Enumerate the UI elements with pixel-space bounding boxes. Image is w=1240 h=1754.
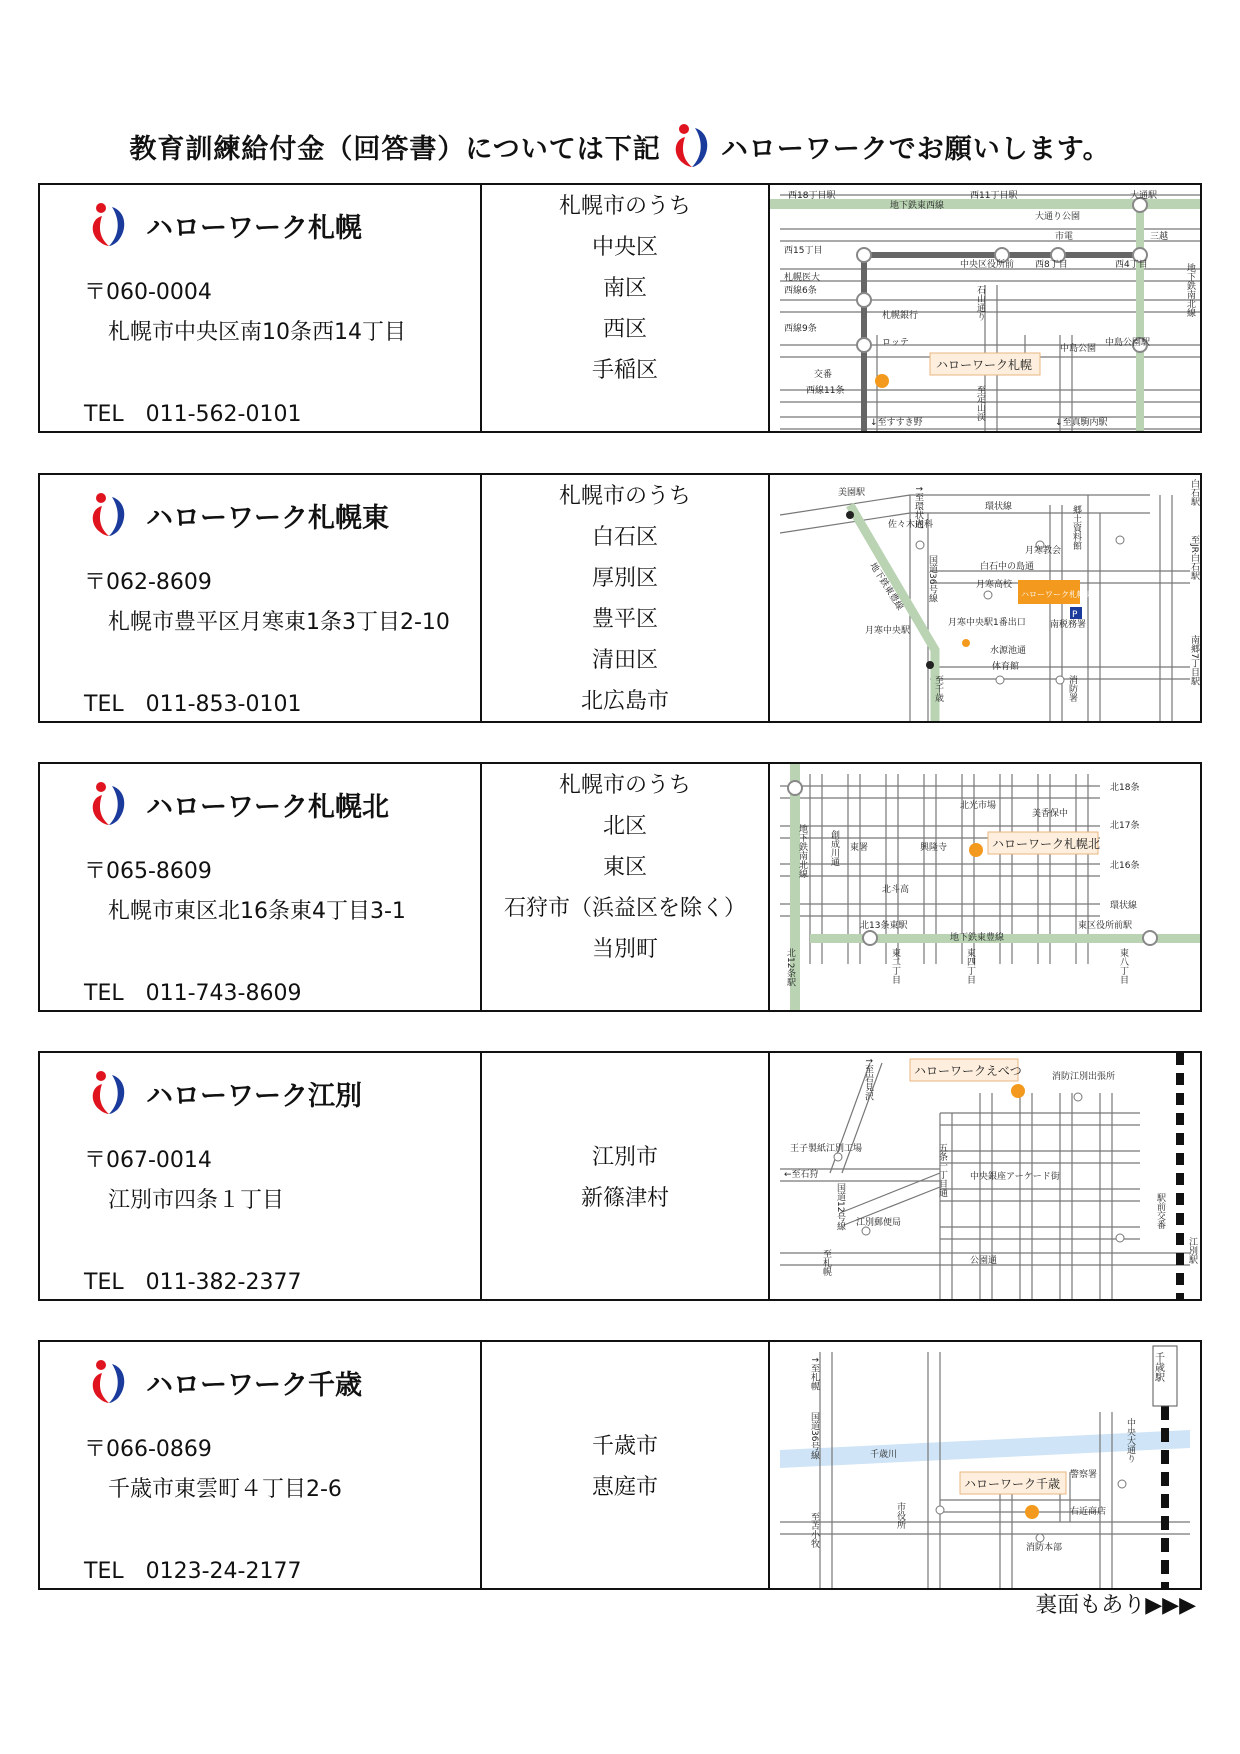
- map-label: 石山通り: [975, 285, 985, 321]
- map-label: 至苫小牧: [809, 1512, 819, 1548]
- map-label: 五条一丁目通: [937, 1143, 947, 1197]
- address: 札幌市東区北16条東4丁目3-1: [108, 899, 406, 924]
- map-label: 消防本部: [1026, 1543, 1063, 1553]
- phone-number: TEL 0123-24-2177: [84, 1559, 302, 1584]
- map-label: 王子製紙江別工場: [790, 1144, 863, 1154]
- map-label: 月寒教会: [1025, 546, 1062, 556]
- map-label: 郷土資料館: [1071, 505, 1081, 550]
- office-location-marker: [875, 374, 889, 388]
- map-label: 美香保中: [1032, 809, 1069, 819]
- map-label: 西8丁目: [1035, 260, 1068, 270]
- area-item: 札幌市のうち: [558, 773, 691, 798]
- hello-work-logo-icon: [88, 1358, 128, 1406]
- map-label: 交番: [814, 370, 833, 380]
- access-map: [770, 185, 1200, 431]
- office-location-marker: [969, 843, 983, 857]
- map-label: ↑至環状通: [913, 485, 923, 529]
- map-label: 右近商店: [1070, 1507, 1107, 1517]
- map-label: 中央銀座アーケード街: [970, 1172, 1060, 1182]
- office-info: [40, 475, 482, 721]
- map-label: 北17条: [1110, 821, 1140, 831]
- parking-icon: P: [1072, 610, 1078, 620]
- map-label: 西11丁目駅: [970, 191, 1018, 201]
- office-name: [88, 780, 389, 828]
- map-label: 地下鉄南北線: [1185, 263, 1195, 317]
- area-item: 当別町: [591, 937, 658, 962]
- map-label: 西15丁目: [784, 246, 823, 256]
- map-label: 西4丁目: [1115, 260, 1148, 270]
- map-label: 白石中の島通: [980, 562, 1035, 572]
- office-name-text: ハローワーク千歳: [146, 1369, 362, 1401]
- map-label: 消防江別出張所: [1052, 1072, 1116, 1082]
- area-item: 江別市: [591, 1145, 658, 1170]
- area-item: 中央区: [591, 235, 658, 260]
- area-item: 石狩市（浜益区を除く）: [503, 896, 746, 921]
- map-label: 地下鉄東西線: [890, 201, 945, 211]
- area-item: 北広島市: [580, 689, 669, 714]
- map-label: 国道36号線: [809, 1412, 819, 1460]
- map-label: 市電: [1055, 232, 1074, 242]
- postal-code: 〒067-0014: [84, 1148, 212, 1173]
- map-label: 西線11条: [806, 386, 845, 396]
- office-name: [88, 1358, 362, 1406]
- area-item: 札幌市のうち: [558, 484, 691, 509]
- map-label: 北18条: [1110, 783, 1140, 793]
- office-info: [40, 764, 482, 1010]
- map-label: 国道36号線: [927, 555, 937, 603]
- area-item: 東区: [602, 855, 647, 880]
- office-name-text: ハローワーク札幌北: [146, 791, 389, 823]
- map-label: 興隆寺: [920, 843, 948, 853]
- map-label-office: ハローワーク千歳: [964, 1477, 1061, 1491]
- map-label: 月寒中央駅1番出口: [948, 618, 1026, 628]
- map-label: 佐々木内科: [888, 520, 934, 530]
- map-label: 江別駅: [1187, 1237, 1197, 1264]
- office-location-marker: [1025, 1505, 1039, 1519]
- map-label: 北光市場: [960, 801, 997, 811]
- map-label: 大通駅: [1130, 191, 1158, 201]
- service-areas: [482, 185, 770, 431]
- map-label-office: ハローワーク札幌北: [992, 837, 1101, 851]
- map-label-office: ハローワークえべつ: [914, 1064, 1022, 1078]
- map-label: 月寒高校: [976, 580, 1013, 590]
- area-item: 手稲区: [591, 358, 658, 383]
- map-label: ↓至すすき野: [870, 418, 923, 428]
- area-item: 清田区: [591, 648, 658, 673]
- office-name-text: ハローワーク江別: [146, 1080, 362, 1112]
- map-label: 西18丁目駅: [788, 191, 836, 201]
- area-item: 札幌市のうち: [558, 194, 691, 219]
- office-name: [88, 201, 362, 249]
- map-label: ↑至岩見沢: [863, 1057, 873, 1101]
- area-item: 南区: [602, 276, 647, 301]
- hello-work-logo-icon: [88, 780, 128, 828]
- office-ebetsu: [38, 1051, 1202, 1301]
- phone-number: TEL 011-743-8609: [84, 981, 302, 1006]
- map-label: 地下鉄東豊線: [950, 933, 1005, 943]
- postal-code: 〒060-0004: [84, 280, 212, 305]
- map-label: 市役所: [895, 1502, 905, 1529]
- header-title-after: ハローワークでお願いします。: [720, 133, 1111, 165]
- access-map: [770, 1053, 1200, 1299]
- map-label: 東四丁目: [965, 948, 975, 984]
- map-label: 地下鉄南北線: [797, 824, 807, 878]
- office-sapporo-east: [38, 473, 1202, 723]
- map-label: 東区役所前駅: [1078, 921, 1133, 931]
- map-label: 北12条駅: [785, 948, 795, 987]
- map-label: 東署: [850, 843, 869, 853]
- map-label: 美園駅: [838, 488, 866, 498]
- office-sapporo: [38, 183, 1202, 433]
- office-name: [88, 491, 389, 539]
- map-label: 至定山渓: [975, 385, 985, 421]
- map-label: 環状線: [985, 502, 1013, 512]
- office-name-text: ハローワーク札幌東: [146, 502, 389, 534]
- map-label: 中島公園駅: [1105, 338, 1151, 348]
- service-areas: [482, 764, 770, 1010]
- map-label: 大通り公園: [1035, 212, 1081, 222]
- postal-code: 〒066-0869: [84, 1437, 212, 1462]
- address: 札幌市豊平区月寒東1条3丁目2-10: [108, 610, 450, 635]
- office-chitose: [38, 1340, 1202, 1590]
- map-label: 千歳駅: [1152, 1352, 1164, 1382]
- map-label: 江別郵便局: [856, 1218, 902, 1228]
- map-label: 中央大通り: [1125, 1418, 1135, 1463]
- map-label: 創成川通: [829, 830, 839, 866]
- access-map: [770, 764, 1200, 1010]
- map-label: 西線9条: [784, 324, 817, 334]
- hello-work-logo-icon: [671, 122, 711, 170]
- map-label: ロッテ: [882, 338, 909, 348]
- area-item: 豊平区: [591, 607, 658, 632]
- phone-number: TEL 011-382-2377: [84, 1270, 302, 1295]
- map-label: ↓至真駒内駅: [1055, 418, 1108, 428]
- header-title-before: 教育訓練給付金（回答書）については下記: [129, 133, 661, 165]
- map-label: ←至石狩: [784, 1170, 819, 1180]
- area-item: 千歳市: [591, 1434, 658, 1459]
- map-label: 水源池通: [990, 646, 1027, 656]
- map-label: 中島公園: [1060, 344, 1097, 354]
- map-label: 三越: [1150, 232, 1169, 242]
- address: 札幌市中央区南10条西14丁目: [108, 320, 406, 345]
- map-label: 白石駅: [1189, 479, 1199, 506]
- map-label-office: ハローワーク札幌: [936, 358, 1033, 372]
- service-areas: [482, 475, 770, 721]
- access-map: [770, 1342, 1200, 1588]
- address: 江別市四条１丁目: [108, 1188, 285, 1213]
- area-item: 厚別区: [591, 566, 658, 591]
- hello-work-logo-icon: [88, 491, 128, 539]
- service-areas: [482, 1342, 770, 1588]
- map-label: 消防署: [1067, 675, 1077, 702]
- map-label: 北斗高: [882, 885, 910, 895]
- service-areas: [482, 1053, 770, 1299]
- office-location-marker: [1011, 1084, 1025, 1098]
- map-label: 北16条: [1110, 861, 1140, 871]
- area-item: 西区: [602, 317, 647, 342]
- map-label: 札幌銀行: [882, 311, 919, 321]
- office-info: [40, 1053, 482, 1299]
- reverse-side-note: 裏面もあり▶▶▶: [1035, 1593, 1196, 1618]
- map-label: 駅前交番: [1155, 1193, 1165, 1229]
- map-label: 至札幌: [821, 1249, 831, 1276]
- access-map: [770, 475, 1200, 721]
- phone-number: TEL 011-853-0101: [84, 692, 302, 717]
- office-name-text: ハローワーク札幌: [146, 212, 362, 244]
- map-label: 西線6条: [784, 286, 817, 296]
- map-label: 北13条東駅: [860, 921, 908, 931]
- map-label: 国道12号線: [835, 1183, 845, 1231]
- map-label: 環状線: [1110, 901, 1138, 911]
- map-label: ↑至札幌: [809, 1356, 819, 1391]
- map-label: 千歳川: [870, 1450, 898, 1460]
- office-sapporo-north: [38, 762, 1202, 1012]
- office-info: [40, 1342, 482, 1588]
- postal-code: 〒065-8609: [84, 859, 212, 884]
- area-item: 北区: [602, 814, 647, 839]
- map-label: 至千歳: [933, 675, 943, 702]
- map-label: 月寒中央駅: [865, 626, 911, 636]
- map-label: 至JR白石駅: [1189, 535, 1199, 580]
- map-label-office: ハローワーク札幌東: [1021, 590, 1093, 599]
- hello-work-logo-icon: [88, 201, 128, 249]
- page-header: [0, 118, 1240, 174]
- office-info: [40, 185, 482, 431]
- map-label: 中央区役所前: [960, 260, 1015, 270]
- map-label: 南税務署: [1050, 620, 1087, 630]
- address: 千歳市東雲町４丁目2-6: [108, 1477, 342, 1502]
- area-item: 新篠津村: [580, 1186, 669, 1211]
- area-item: 白石区: [591, 525, 658, 550]
- area-item: 恵庭市: [591, 1475, 658, 1500]
- map-label: 公園通: [970, 1256, 998, 1266]
- map-label: 東二丁目: [890, 948, 900, 984]
- map-label: 東八丁目: [1118, 948, 1128, 984]
- postal-code: 〒062-8609: [84, 570, 212, 595]
- phone-number: TEL 011-562-0101: [84, 402, 302, 427]
- map-label: 南郷7丁目駅: [1189, 635, 1199, 686]
- map-label: 体育館: [992, 662, 1020, 672]
- map-label: 地下鉄東豊線: [867, 561, 905, 613]
- map-label: 警察署: [1070, 1470, 1098, 1480]
- office-name: [88, 1069, 362, 1117]
- map-label: 札幌医大: [784, 273, 821, 283]
- hello-work-logo-icon: [88, 1069, 128, 1117]
